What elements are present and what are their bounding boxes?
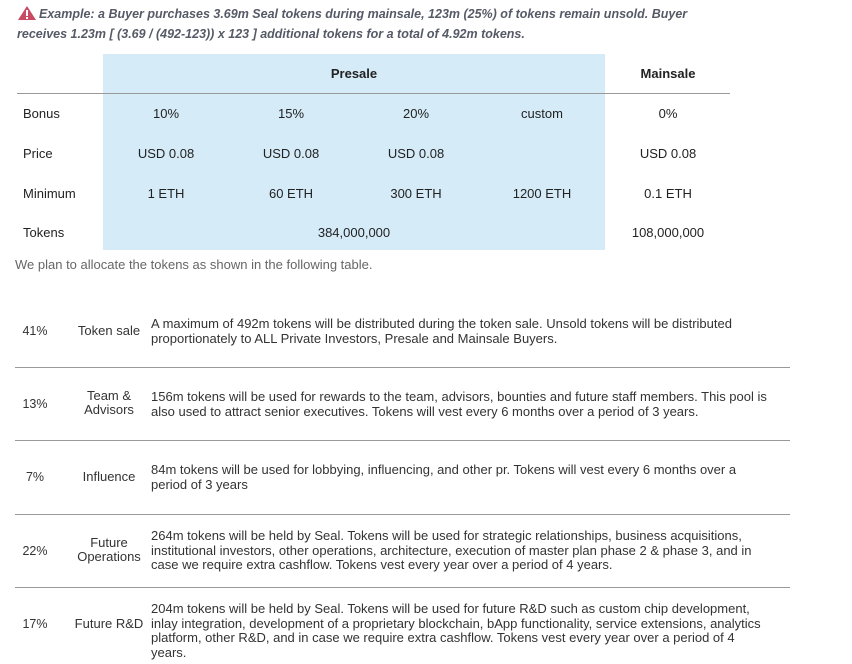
example-note [17,4,717,44]
example-note-text: Example: a Buyer purchases 3.69m Seal tokens during mainsale, 123m (25%) of tokens remain unsold. Buyer receives 1.23m [ (3.69 / (492-123)) x 123 ] additional tokens for a total of 4.92m tokens. [17,7,688,41]
table-header-rule [17,93,730,94]
bonus-tier-2: 15% [277,106,305,121]
allocation-name: Team & Advisors [84,388,134,417]
bonus-tier-1: 10% [152,106,180,121]
allocation-percent: 13% [22,397,48,411]
minimum-tier-4: 1200 ETH [512,186,572,201]
allocation-description: 204m tokens will be held by Seal. Tokens will be used for future R&D such as custom chip development, inlay integration, development of a proprietary blockchain, bApp functionality, service extensions, analytics platform, other R&D, and in case we require extra cashflow. Tokens vest every year over a period of 4 years. [151,601,761,660]
minimum-tier-2: 60 ETH [268,186,314,201]
bonus-mainsale: 0% [658,106,678,121]
bonus-tier-3: 20% [402,106,430,121]
minimum-mainsale: 0.1 ETH [644,186,692,201]
allocation-description: 264m tokens will be held by Seal. Tokens will be used for strategic relationships, business acquisitions, institutional investors, other operations, architecture, execution of master plan phase 2 & phase 3, and in case we require extra cashflow. Tokens vest every year over a period of 4 years. [151,528,752,572]
allocation-name: Future R&D [74,616,144,631]
allocation-percent: 17% [22,617,48,631]
row-divider [15,367,790,368]
allocation-name: Token sale [77,323,141,338]
row-divider [15,587,790,588]
price-tier-3: USD 0.08 [387,146,445,161]
price-mainsale: USD 0.08 [639,146,697,161]
minimum-tier-1: 1 ETH [147,186,185,201]
price-label: Price [23,146,53,161]
minimum-tier-3: 300 ETH [390,186,442,201]
mainsale-header: Mainsale [640,66,696,81]
tokens-label: Tokens [23,225,65,240]
allocation-name: Influence [82,469,136,484]
minimum-label: Minimum [23,186,76,201]
row-divider [15,514,790,515]
warning-triangle-icon [17,5,37,21]
tokens-presale-total: 384,000,000 [317,225,391,240]
allocation-name: Future Operations [77,535,141,564]
allocation-percent: 7% [25,470,45,484]
presale-header: Presale [330,66,378,81]
allocation-percent: 41% [22,324,48,338]
allocation-description: A maximum of 492m tokens will be distributed during the token sale. Unsold tokens will be distributed proportionately to ALL Private Investors, Presale and Mainsale Buyers. [151,316,732,346]
tokens-mainsale: 108,000,000 [631,225,705,240]
allocation-description: 156m tokens will be used for rewards to the team, advisors, bounties and future staff members. This pool is also used to attract senior executives. Tokens will vest every 6 months over a period of 3 years. [151,389,767,419]
bonus-label: Bonus [23,106,60,121]
price-tier-2: USD 0.08 [262,146,320,161]
allocation-description: 84m tokens will be used for lobbying, influencing, and other pr. Tokens will vest every 6 months over a period of 3 years [151,462,737,492]
price-tier-1: USD 0.08 [137,146,195,161]
allocation-intro: We plan to allocate the tokens as shown in the following table. [15,257,373,272]
row-divider [15,440,790,441]
allocation-percent: 22% [22,544,48,558]
bonus-tier-4: custom [521,106,563,121]
